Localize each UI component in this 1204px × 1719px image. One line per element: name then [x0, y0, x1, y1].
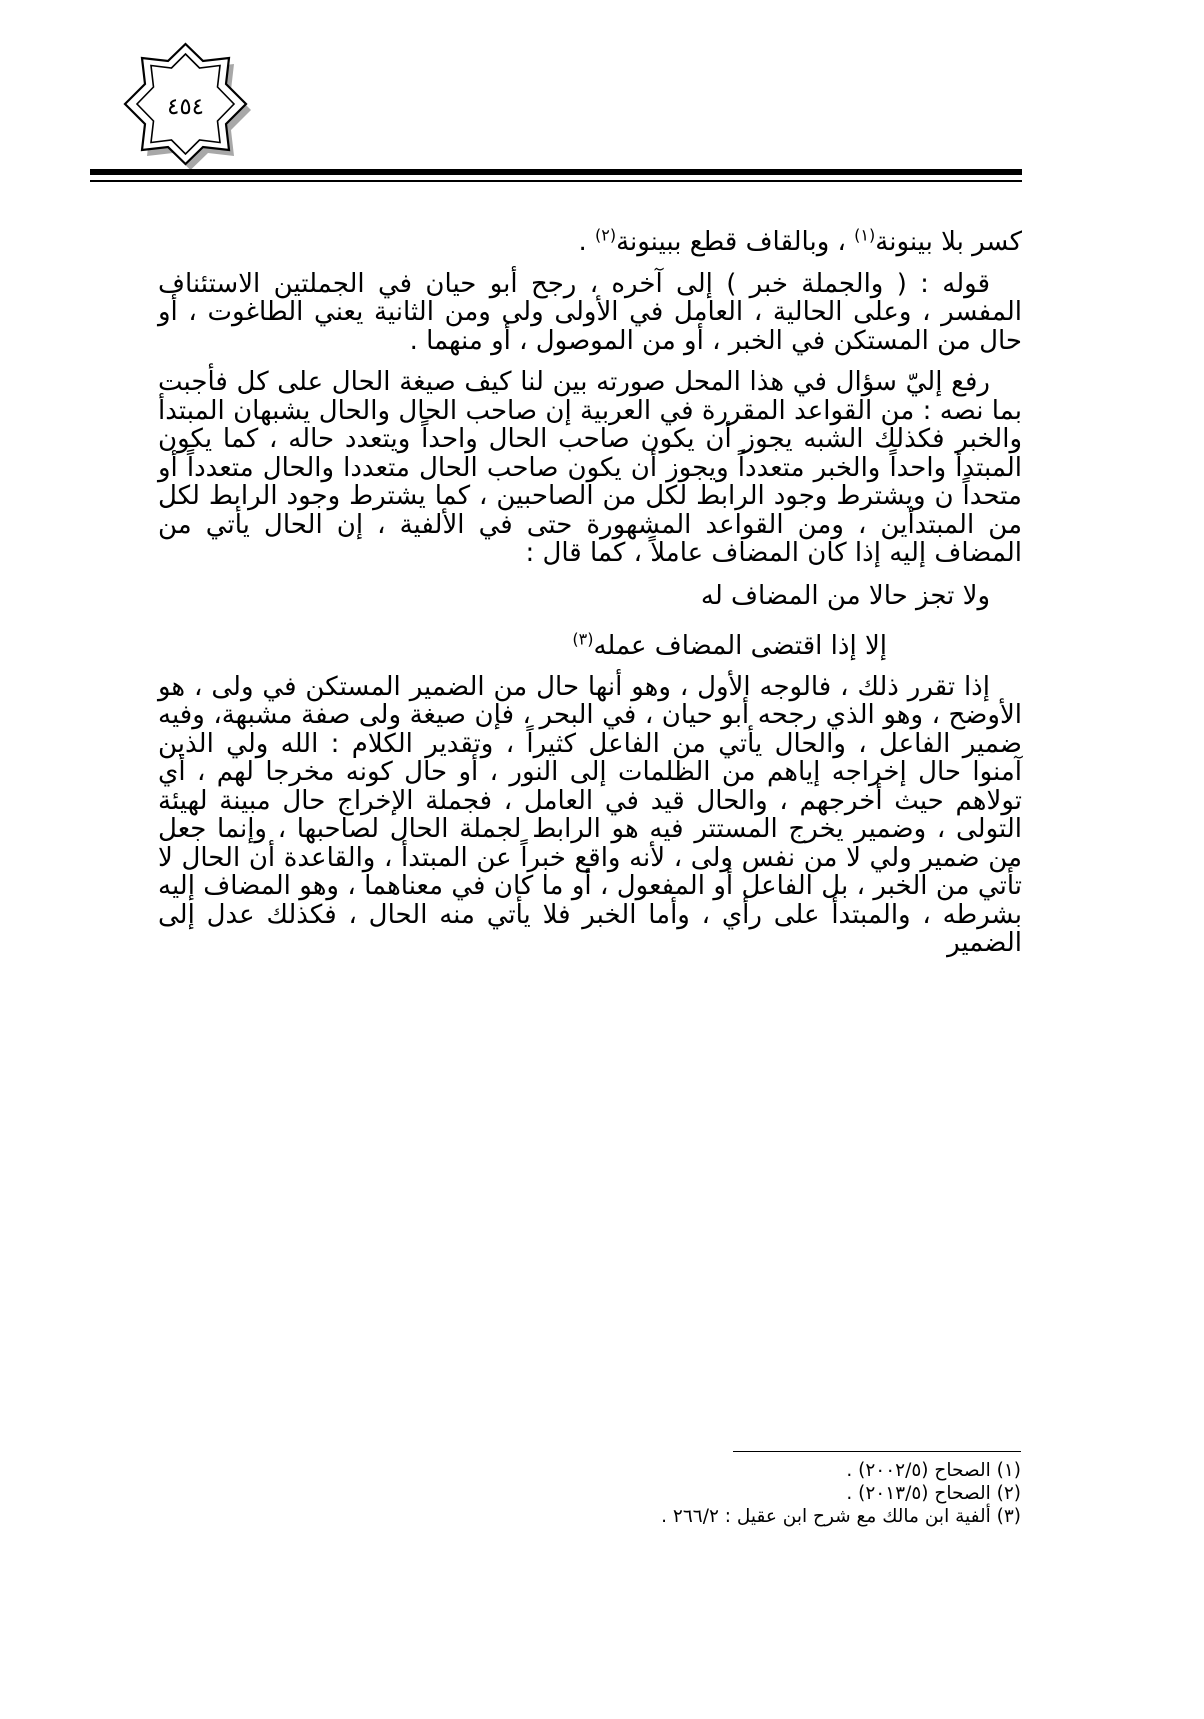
page-number-badge — [113, 40, 258, 170]
header-rule-thick — [90, 169, 1022, 175]
paragraph-1-rest: ، وبالقاف قطع ببينونة — [616, 227, 846, 257]
verse-line-2-text: إلا إذا اقتضى المضاف عمله — [593, 630, 887, 661]
paragraph-2: قوله : ( والجملة خبر ) إلى آخره ، رجح أبو حيان في الجملتين الاستئناف المفسر ، وعلى الحالية ، العامل في الأولى ولى ومن الثانية يعني الطاغوت ، أو حال من المستكن في الخبر ، أو من الموصول ، أو منهما . — [158, 268, 1022, 356]
header-rule-thin — [90, 180, 1022, 182]
footnote-1: (١) الصحاح (٢٠٠٢/٥) . — [846, 1460, 1021, 1481]
page-number: ٤٥٤ — [166, 94, 205, 120]
paragraph-1-end: . — [578, 227, 587, 257]
paragraph-1 — [158, 225, 1022, 257]
verse-line-1: ولا تجز حالا من المضاف له — [700, 580, 990, 611]
footnote-2: (٢) الصحاح (٢٠١٣/٥) . — [846, 1483, 1021, 1504]
paragraph-1-start: كسر بلا بينونة — [875, 227, 1022, 257]
footnotes — [500, 1459, 1021, 1528]
footnote-ref-3[interactable]: (٣) — [572, 628, 594, 648]
footnote-3: (٣) ألفية ابن مالك مع شرح ابن عقيل : ٢٦٦/٢ . — [661, 1506, 1021, 1527]
paragraph-4: إذا تقرر ذلك ، فالوجه الأول ، وهو أنها حال من الضمير المستكن في ولى ، هو الأوضح ، وهو الذي رجحه أبو حيان ، في البحر ، فإن صيغة ولى صفة مشبهة، وفيه ضمير الفاعل ، والحال يأتي من الفاعل كثيراً ، وتقدير الكلام : الله ولي الذين آمنوا حال إخراجه إياهم من الظلمات إلى النور ، أو حال كونه مخرجا لهم ، أي تولاهم حيث أخرجهم ، والحال قيد في العامل ، فجملة الإخراج حال مبينة لهيئة التولى ، وضمير يخرج المستتر فيه هو الرابط لجملة الحال لصاحبها ، وإنما جعل من ضمير ولي لا من نفس ولى ، لأنه واقع خبراً عن المبتدأ ، والقاعدة أن الحال لا تأتي من الخبر ، بل الفاعل أو المفعول ، أو ما كان في معناهما ، وهو المضاف إليه بشرطه ، والمبتدأ على رأي ، وأما الخبر فلا يأتي منه الحال ، فكذلك عدل إلى الضمير — [158, 671, 1022, 958]
verse-line-2 — [158, 628, 1022, 661]
main-text — [158, 225, 1022, 958]
footnote-ref-1[interactable]: (١) — [854, 225, 876, 245]
paragraph-3: رفع إليّ سؤال في هذا المحل صورته بين لنا كيف صيغة الحال على كل فأجبت بما نصه : من القواعد المقررة في العربية إن صاحب الحال والحال يشبهان المبتدأ والخبر فكذلك الشبه يجوز أن يكون صاحب الحال واحداً ويتعدد حاله ، كما يكون المبتدأ واحداً والخبر متعدداً ويجوز أن يكون صاحب الحال متعددا والحال متعدداً أو متحداً ن ويشترط وجود الرابط لكل من الصاحبين ، كما يشترط وجود الرابط لكل من المبتدأين ، ومن القواعد المشهورة حتى في الألفية ، إن الحال يأتي من المضاف إليه إذا كان المضاف عاملاً ، كما قال : — [158, 367, 1022, 568]
footnote-ref-2[interactable]: (٢) — [594, 225, 617, 245]
footnote-separator — [733, 1451, 1021, 1452]
